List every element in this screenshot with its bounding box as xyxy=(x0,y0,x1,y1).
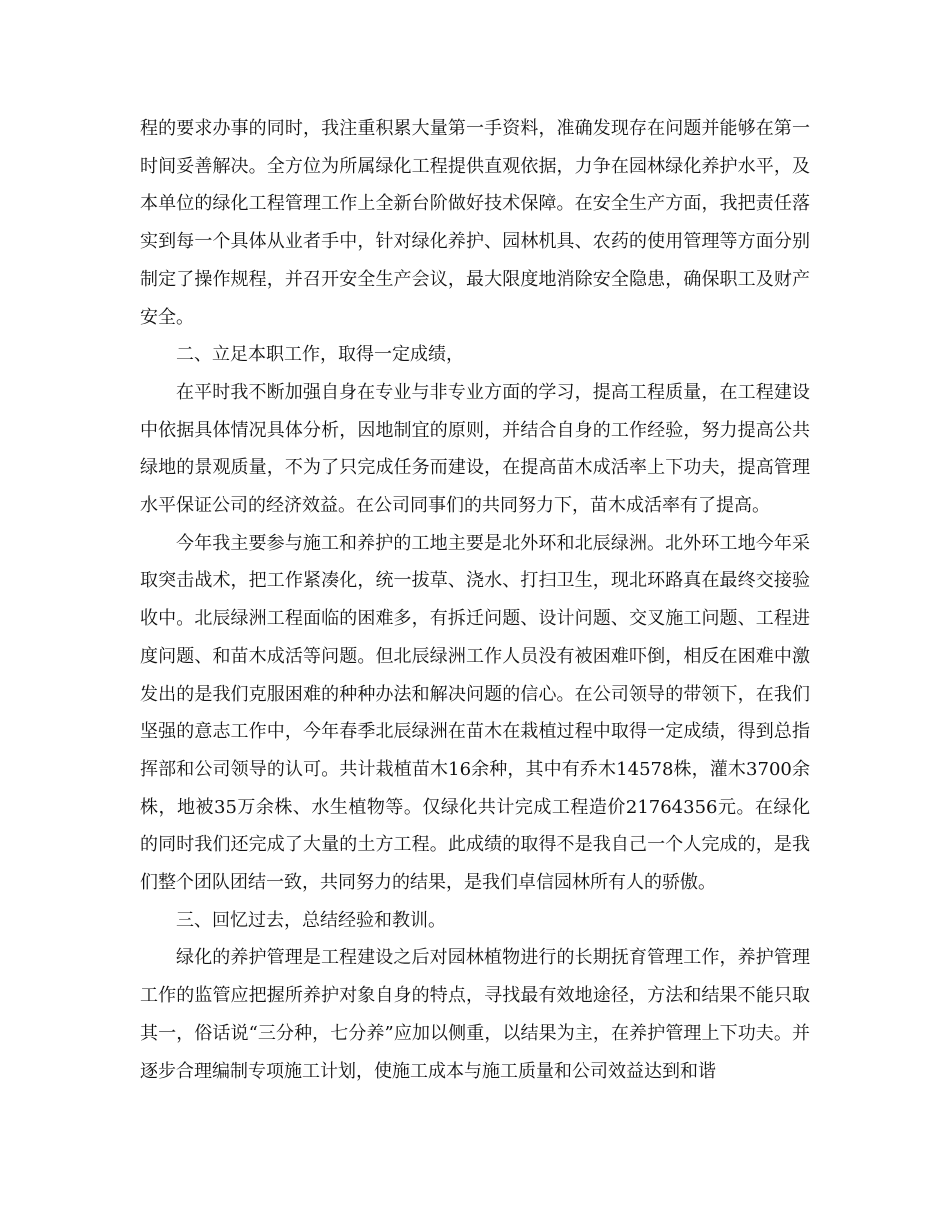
paragraph-safety: 程的要求办事的同时，我注重积累大量第一手资料，准确发现存在问题并能够在第一时间妥善解决。全方位为所属绿化工程提供直观依据，力争在园林绿化养护水平，及本单位的绿化工程管理工作上全新台阶做好技术保障。在安全生产方面，我把责任落实到每一个具体从业者手中，针对绿化养护、园林机具、农药的使用管理等方面分别制定了操作规程，并召开安全生产会议，最大限度地消除安全隐患，确保职工及财产安全。 xyxy=(140,118,810,328)
paragraph-quality: 在平时我不断加强自身在专业与非专业方面的学习，提高工程质量，在工程建设中依据具体情况具体分析，因地制宜的原则，并结合自身的工作经验，努力提高公共绿地的景观质量，不为了只完成任务而建设，在提高苗木成活率上下功夫，提高管理水平保证公司的经济效益。在公司同事们的共同努力下，苗木成活率有了提高。 xyxy=(140,381,810,517)
heading-section-two: 二、立足本职工作，取得一定成绩， xyxy=(176,344,464,366)
heading-section-three: 三、回忆过去，总结经验和教训。 xyxy=(176,909,446,931)
paragraph-maintenance: 绿化的养护管理是工程建设之后对园林植物进行的长期抚育管理工作，养护管理工作的监管应把握所养护对象自身的特点，寻找最有效地途径，方法和结果不能只取其一，俗话说“三分种，七分养”应加以侧重，以结果为主，在养护管理上下功夫。并逐步合理编制专项施工计划，使施工成本与施工质量和公司效益达到和谐 xyxy=(140,947,810,1082)
document-body xyxy=(140,110,810,1090)
paragraph-projects: 今年我主要参与施工和养护的工地主要是北外环和北辰绿洲。北外环工地今年采取突击战术，把工作紧凑化，统一拔草、浇水、打扫卫生，现北环路真在最终交接验收中。北辰绿洲工程面临的困难多，有拆迁问题、设计问题、交叉施工问题、工程进度问题、和苗木成活等问题。但北辰绿洲工作人员没有被困难吓倒，相反在困难中激发出的是我们克服困难的种种办法和解决问题的信心。在公司领导的带领下，在我们坚强的意志工作中，今年春季北辰绿洲在苗木在栽植过程中取得一定成绩，得到总指挥部和公司领导的认可。共计栽植苗木16余种，其中有乔木14578株，灌木3700余株，地被35万余株、水生植物等。仅绿化共计完成工程造价21764356元。在绿化的同时我们还完成了大量的土方工程。此成绩的取得不是我自己一个人完成的，是我们整个团队团结一致，共同努力的结果，是我们卓信园林所有人的骄傲。 xyxy=(140,532,810,894)
